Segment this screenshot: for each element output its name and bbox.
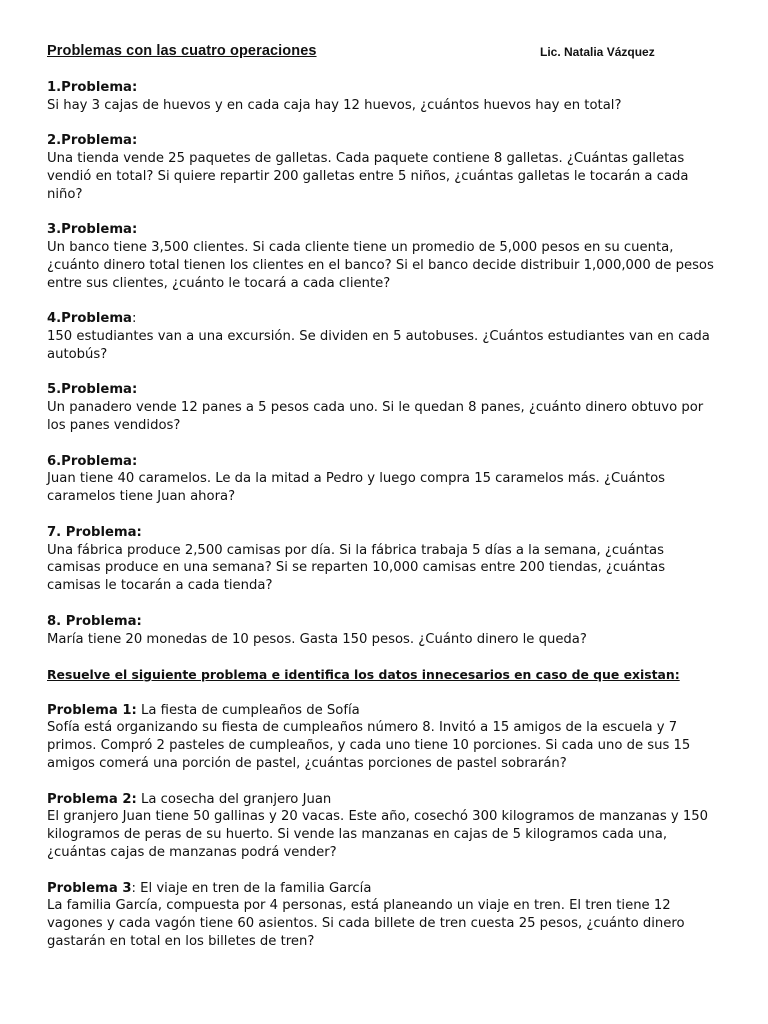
extra-problem-text: Sofía está organizando su fiesta de cumpleaños número 8. Invitó a 15 amigos de la escuela y 7 primos. Compró 2 pasteles de cumpleaños, y cada uno tiene 10 porciones. Si cada uno de sus 15 amigos comerá una porción de pastel, ¿cuántas porciones de pastel sobrarán? (47, 720, 691, 772)
spacer (47, 435, 715, 453)
spacer (47, 506, 715, 524)
extra-problem-label (47, 702, 715, 720)
problem-label: 7. Problema: (47, 524, 142, 540)
extra-problem-number: Problema 2: (47, 791, 137, 807)
spacer (47, 648, 715, 666)
document-title: Problemas con las cuatro operaciones (47, 43, 317, 59)
spacer (47, 292, 715, 310)
problem-text: María tiene 20 monedas de 10 pesos. Gasta 150 pesos. ¿Cuánto dinero le queda? (47, 631, 587, 647)
problem-label-colon: : (131, 311, 137, 327)
spacer (47, 364, 715, 382)
extra-problem-3 (47, 880, 715, 951)
problem-text: 150 estudiantes van a una excursión. Se dividen en 5 autobuses. ¿Cuántos estudiantes van en cada autobús? (47, 328, 710, 362)
problem-1 (47, 79, 715, 115)
extra-problem-1 (47, 702, 715, 773)
problem-label: 5.Problema: (47, 382, 138, 398)
extra-problem-subtitle: : El viaje en tren de la familia García (131, 880, 372, 896)
problem-5 (47, 381, 715, 434)
extra-problem-2 (47, 791, 715, 862)
author-name: Lic. Natalia Vázquez (540, 45, 655, 59)
problem-text: Juan tiene 40 caramelos. Le da la mitad a Pedro y luego compra 15 caramelos más. ¿Cuántos caramelos tiene Juan ahora? (47, 471, 666, 505)
problem-text: Si hay 3 cajas de huevos y en cada caja hay 12 huevos, ¿cuántos huevos hay en total? (47, 97, 622, 113)
extra-problem-subtitle: La fiesta de cumpleaños de Sofía (136, 702, 360, 718)
problem-text: Una tienda vende 25 paquetes de galletas. Cada paquete contiene 8 galletas. ¿Cuántas galletas vendió en total? Si quiere repartir 200 galletas entre 5 niños, ¿cuántas galletas le tocarán a cada niño? (47, 150, 689, 202)
problem-label: 2.Problema: (47, 133, 138, 149)
spacer (47, 61, 715, 79)
problem-text: Un banco tiene 3,500 clientes. Si cada cliente tiene un promedio de 5,000 pesos en su cuenta, ¿cuánto dinero total tienen los clientes en el banco? Si el banco decide distribuir 1,000,000 de pesos entre sus clientes, ¿cuánto le tocará a cada cliente? (47, 239, 714, 291)
problem-2 (47, 132, 715, 203)
problem-label (47, 310, 715, 328)
problem-3 (47, 221, 715, 292)
spacer (47, 203, 715, 221)
extra-problem-text: El granjero Juan tiene 50 gallinas y 20 vacas. Este año, cosechó 300 kilogramos de manzanas y 150 kilogramos de peras de su huerto. Si vende las manzanas en cajas de 5 kilogramos cada una, ¿cuántas cajas de manzanas podrá vender? (47, 809, 709, 861)
problem-7 (47, 524, 715, 595)
problem-text: Un panadero vende 12 panes a 5 pesos cada uno. Si le quedan 8 panes, ¿cuánto dinero obtuvo por los panes vendidos? (47, 400, 704, 433)
document-page (47, 43, 715, 951)
problem-label: 1.Problema: (47, 79, 138, 95)
instruction-heading: Resuelve el siguiente problema e identifica los datos innecesarios en caso de que existan: (47, 667, 680, 683)
problem-label: 8. Problema: (47, 613, 142, 629)
problem-label: 6.Problema: (47, 453, 138, 469)
spacer (47, 773, 715, 791)
problem-8 (47, 613, 715, 649)
extra-problem-text: La familia García, compuesta por 4 personas, está planeando un viaje en tren. El tren tiene 12 vagones y cada vagón tiene 60 asientos. Si cada billete de tren cuesta 25 pesos, ¿cuánto dinero gastarán en total en los billetes de tren? (47, 898, 685, 950)
problem-4 (47, 310, 715, 363)
problem-6 (47, 453, 715, 506)
problem-text: Una fábrica produce 2,500 camisas por día. Si la fábrica trabaja 5 días a la semana, ¿cuántas camisas produce en una semana? Si se reparten 10,000 camisas entre 200 tiendas, ¿cuántas camisas le tocarán a cada tienda? (47, 542, 666, 594)
spacer (47, 862, 715, 880)
spacer (47, 595, 715, 613)
extra-problem-subtitle: La cosecha del granjero Juan (136, 791, 332, 807)
spacer (47, 684, 715, 702)
extra-problem-number: Problema 1: (47, 702, 137, 718)
document-header (47, 43, 715, 61)
spacer (47, 114, 715, 132)
problem-label: 3.Problema: (47, 222, 138, 238)
extra-problem-number: Problema 3 (47, 880, 132, 896)
extra-problem-label (47, 880, 715, 898)
problem-label-text: 4.Problema (47, 311, 132, 327)
extra-problem-label (47, 791, 715, 809)
